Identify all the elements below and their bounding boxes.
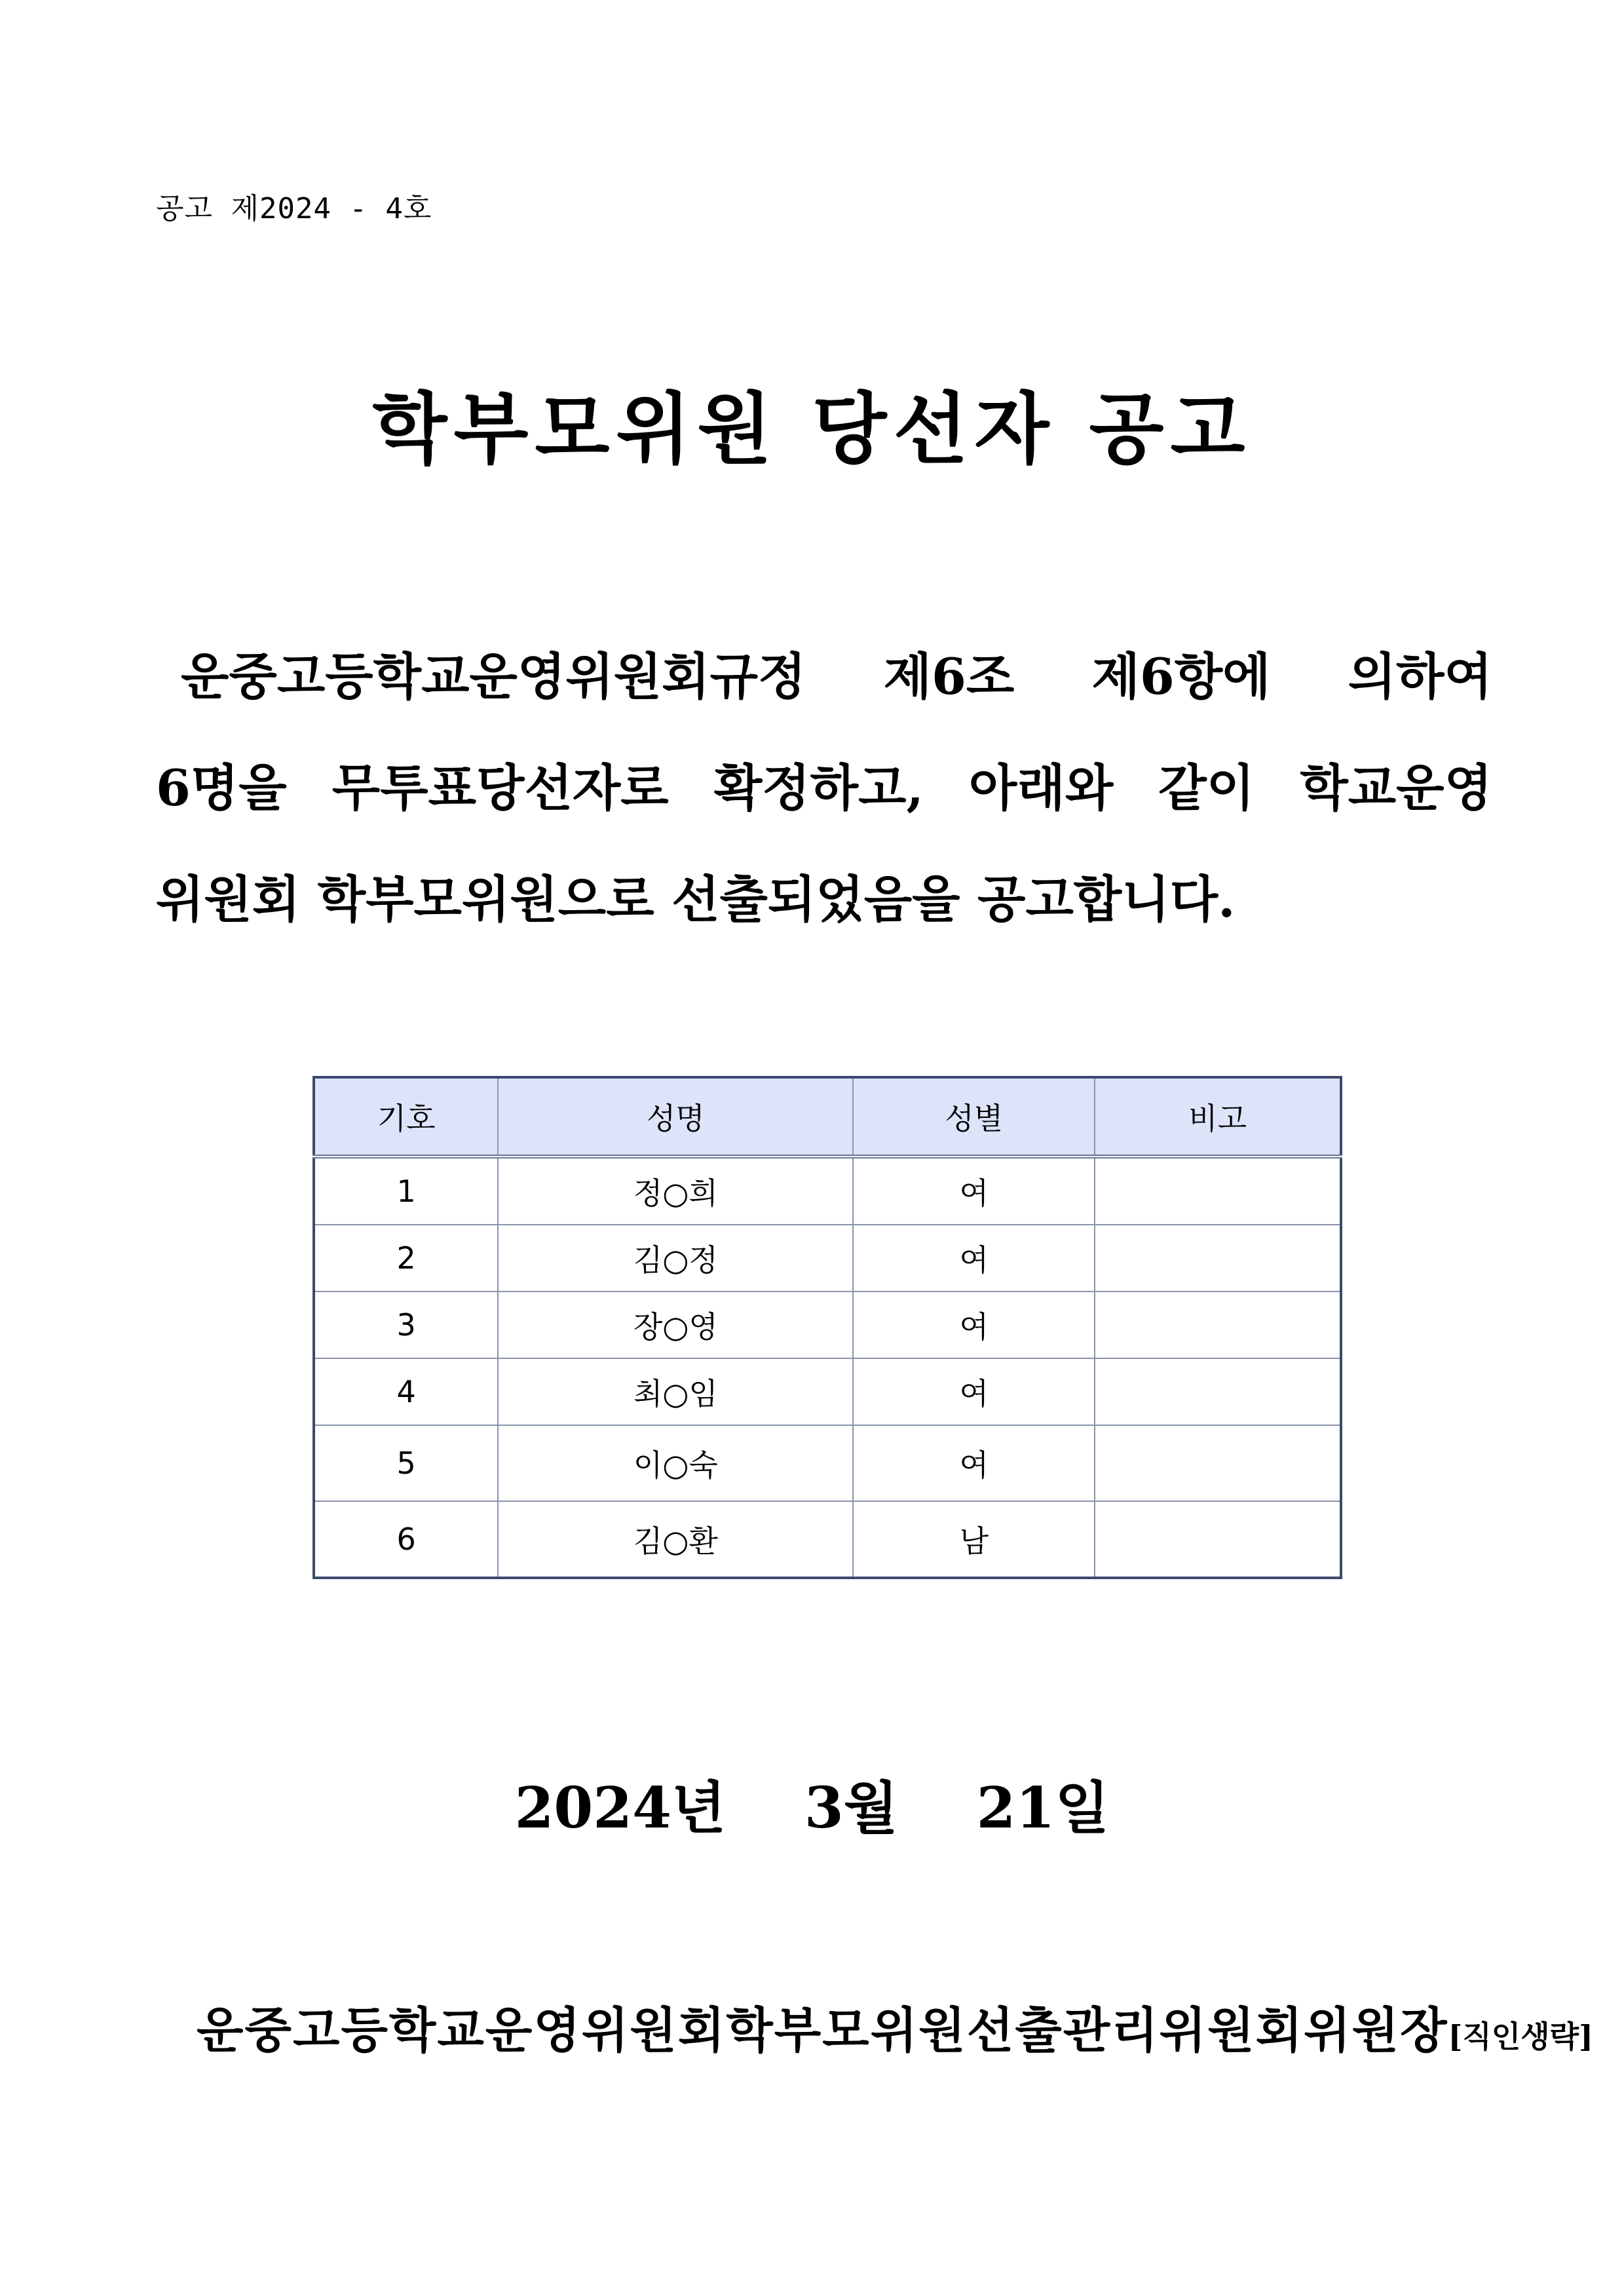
cell-gender: 여 [853, 1225, 1095, 1292]
header-gender: 성별 [853, 1077, 1095, 1157]
cell-gender: 여 [853, 1358, 1095, 1425]
header-note: 비고 [1095, 1077, 1341, 1157]
cell-name: 김○환 [498, 1501, 853, 1578]
issuer-name: 운중고등학교운영위원회학부모위원선출관리위원회위원장 [197, 2002, 1448, 2059]
issuer-signature [197, 1992, 1593, 2061]
table-row [314, 1358, 1341, 1425]
cell-note [1095, 1292, 1341, 1358]
cell-number: 1 [314, 1157, 498, 1225]
elected-members-table [312, 1076, 1342, 1579]
cell-note [1095, 1225, 1341, 1292]
body-line-3: 위원회 학부모위원으로 선출되었음을 공고합니다. [156, 870, 1236, 928]
cell-gender: 여 [853, 1157, 1095, 1225]
seal-omitted-note: [직인생략] [1448, 2019, 1593, 2054]
document-title: 학부모위원 당선자 공고 [372, 383, 1252, 474]
header-number: 기호 [314, 1077, 498, 1157]
table-header-row [314, 1077, 1341, 1157]
cell-gender: 여 [853, 1292, 1095, 1358]
body-line-1: 운중고등학교운영위원회규정 제6조 제6항에 의하여 [181, 647, 1492, 706]
announcement-date: 2024년 3월 21일 [514, 1775, 1110, 1841]
cell-name: 정○희 [498, 1157, 853, 1225]
header-name: 성명 [498, 1077, 853, 1157]
table-row [314, 1501, 1341, 1578]
cell-name: 김○정 [498, 1225, 853, 1292]
cell-number: 3 [314, 1292, 498, 1358]
cell-note [1095, 1157, 1341, 1225]
body-line-2: 6명을 무투표당선자로 확정하고, 아래와 같이 학교운영 [156, 759, 1492, 817]
cell-name: 장○영 [498, 1292, 853, 1358]
cell-gender: 여 [853, 1425, 1095, 1501]
table-row [314, 1425, 1341, 1501]
table-row [314, 1292, 1341, 1358]
cell-name: 이○숙 [498, 1425, 853, 1501]
cell-note [1095, 1358, 1341, 1425]
cell-number: 4 [314, 1358, 498, 1425]
cell-note [1095, 1501, 1341, 1578]
table-row [314, 1225, 1341, 1292]
cell-number: 6 [314, 1501, 498, 1578]
notice-number: 공고 제2024 - 4호 [156, 192, 432, 225]
cell-number: 2 [314, 1225, 498, 1292]
cell-number: 5 [314, 1425, 498, 1501]
announcement-body [156, 621, 1492, 955]
cell-note [1095, 1425, 1341, 1501]
cell-name: 최○임 [498, 1358, 853, 1425]
table-row [314, 1157, 1341, 1225]
cell-gender: 남 [853, 1501, 1095, 1578]
